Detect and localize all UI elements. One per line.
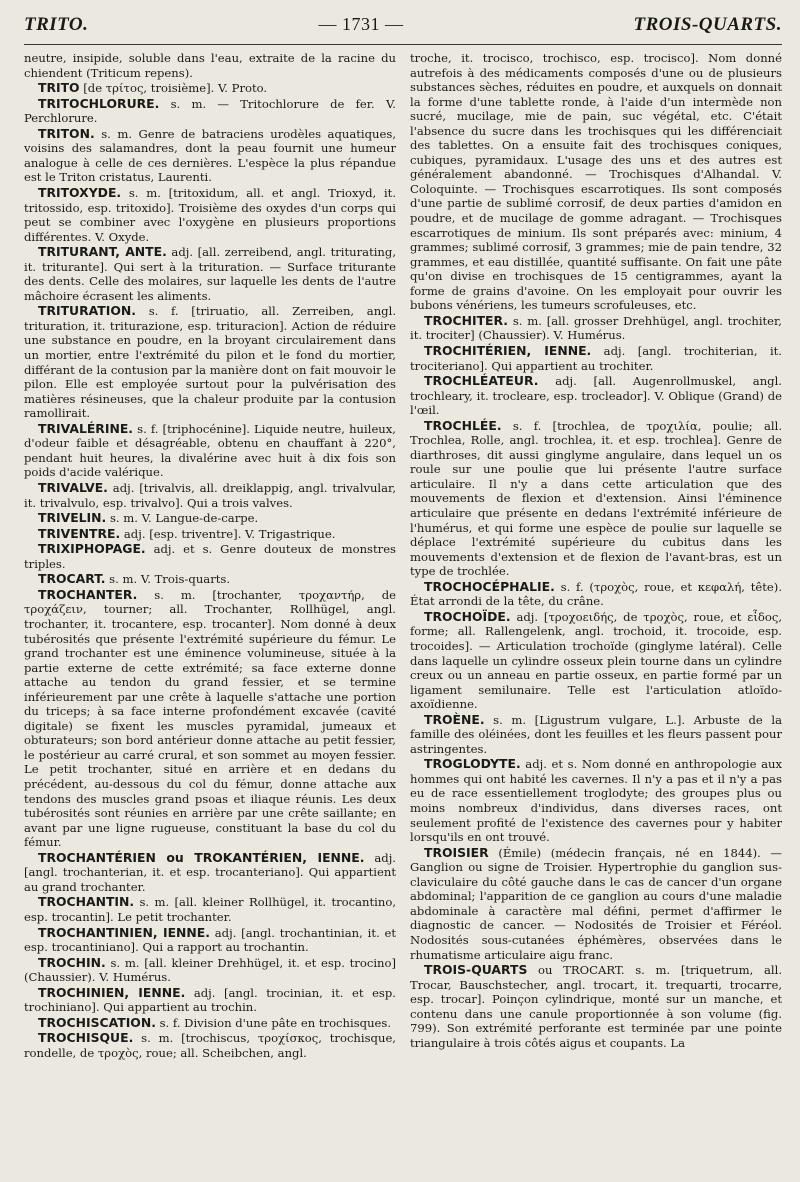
entry-text: s. m. [Ligustrum vulgare, L.]. Arbuste de la famille des oléinées, dont les feuilles et les fleurs passent pour astringentes.: [410, 712, 782, 756]
entry-text: s. f. [trochlea, de τροχιλία, poulie; all. Trochlea, Rolle, angl. trochlea, it. et esp. trochlea]. Genre de diarthroses, dit aussi ginglyme angulaire, dans lequel un os roule sur une poulie que lui présente l'autre surface articulaire. Il n'y a dans cette articulation que des mouvements de flexion et d'extension. Ainsi l'éminence articulaire que présente en dedans l'extrémité inférieure de l'humérus, et qui forme une espèce de poulie sur laquelle se déplace l'extrémité supérieure du cubitus dans les mouvements d'extension et de flexion de l'avant-bras, est un type de trochlée.: [410, 418, 782, 579]
page-number: — 1731 —: [318, 14, 404, 34]
entry-text: adj. [angl. trochiterian, it. trociteriano]. Qui appartient au trochiter.: [410, 343, 782, 373]
entry-headword: TROIS-QUARTS: [424, 962, 528, 978]
dictionary-entry: [24, 526, 396, 542]
dictionary-entry: [410, 712, 782, 757]
entry-text: ou TROCART. s. m. [triquetrum, all. Trocar, Bauschstecher, angl. trocart, it. trequarti, trocarre, esp. trocar]. Poinçon cylindrique, monté sur un manche, et contenu dans une canule proportionnée à son volume (fig. 799). Son extrémité perforante est terminée par une pointe triangulaire à trois côtés aigus et coupants. La: [410, 963, 782, 1050]
dictionary-entry: [410, 845, 782, 962]
entry-headword: TRITURANT, ANTE.: [38, 244, 167, 260]
dictionary-entry: [24, 51, 396, 80]
entry-headword: TROISIER: [424, 844, 489, 860]
entry-headword: TRIVALÉRINE.: [38, 420, 133, 436]
entry-headword: TROCHLÉATEUR.: [424, 373, 539, 389]
entry-text: s. f. [triruatio, all. Zerreiben, angl. trituration, it. triturazione, esp. trituracion]. Action de réduire une substance en poudre, en la broyant circulairement dans un mortier, entre l'extrémité du pilon et le fond du mortier, différant de la contusion par la manière dont on fait mouvoir le pilon. Elle est employée surtout pour la pulvérisation des matières résineuses, que la chaleur produite par la contusion ramollirait.: [24, 304, 396, 421]
dictionary-entry: [24, 80, 396, 96]
entry-text: adj. et s. Genre douteux de monstres triples.: [24, 542, 396, 571]
entry-text: adj. [esp. triventre]. V. Trigastrique.: [123, 526, 336, 541]
entry-headword: TROCHISQUE.: [38, 1030, 134, 1046]
entry-text: s. m. [all. kleiner Rollhügel, it. trocantino, esp. trocantin]. Le petit trochanter.: [24, 895, 396, 924]
dictionary-entry: [24, 985, 396, 1015]
running-head-left: TRITO.: [24, 14, 89, 35]
entry-headword: TROCHITÉRIEN, IENNE.: [424, 342, 592, 358]
entry-text: adj. [angl. trocinian, it. et esp. trochiniano]. Qui appartient au trochin.: [24, 985, 396, 1015]
entry-text: adj. et s. Nom donné en anthropologie aux hommes qui ont habité les cavernes. Il n'y a pas et il n'y a pas eu de race essentiellement troglodyte; des groupes plus ou moins nombreux d'individus, dans diverses races, ont seulement profité de l'existence des cavernes pour y habiter lorsqu'ils en ont trouvé.: [410, 757, 782, 845]
entry-text: troche, it. trocisco, trochisco, esp. trocisco]. Nom donné autrefois à des médicaments composés d'une ou de plusieurs substances sèches, réduites en poudre, et auxquels on donnait la forme d'une tablette ronde, à l'aide d'un intermède non sucré, mucilage, mie de pain, suc végétal, etc. C'était l'absence du sucre dans les trochisques qui les différenciait des tablettes. On a ensuite fait des trochisques coniques, cubiques, pyramidaux. L'usage des uns et des autres est généralement abandonné. — Trochisques d'Alhandal. V. Coloquinte. — Trochisques escarrotiques. Ils sont composés d'une partie de sublimé corrosif, de deux parties d'amidon en poudre, et de mucilage de gomme adragant. — Trochisques escarrotiques de minium. Ils sont préparés avec: minium, 4 grammes; sublimé corrosif, 3 grammes; mie de pain tendre, 32 grammes, et eau distillée, quantité suffisante. On fait une pâte qu'on divise en trochisques de 15 centigrammes, ayant la forme de grains d'avoine. On les employait pour ouvrir les bubons vénériens, les tumeurs scrofuleuses, etc.: [410, 51, 782, 313]
entry-text: s. m. [trochanter, τροχαντήρ, de τροχάζειν, tourner; all. Trochanter, Rollhügel, angl. trochanter, it. trocantere, esp. trocanter]. Nom donné à deux tubérosités que présente l'extrémité supérieure du fémur. Le grand trochanter est une éminence volumineuse, située à la partie externe de cette extrémité; sa face externe donne attache au tendon du grand fessier, et se termine inférieurement par une crête à laquelle s'attache une portion du triceps; à sa face interne profondément excavée (cavité digitale) se fixent les muscles pyramidal, jumeaux et obturateurs; son bord antérieur donne attache au petit fessier, le postérieur au carré crural, et son sommet au moyen fessier. Le petit trochanter, situé en arrière et en dedans du précédent, au-dessous du col du fémur, donne attache aux tendons des muscles grand psoas et iliaque réunis. Les deux tubérosités sont réunies en arrière par une crête saillante; en avant par une ligne rugueuse, constituant la base du col du fémur.: [24, 587, 396, 850]
dictionary-entry: [24, 185, 396, 244]
entry-text: adj. [angl. trochanterian, it. et esp. trocanteriano]. Qui appartient au grand trochanter.: [24, 850, 396, 894]
dictionary-entry: [24, 126, 396, 185]
entry-text: s. m. Genre de batraciens urodèles aquatiques, voisins des salamandres, dont la peau fournit une humeur analogue à celle de ces dernières. L'espèce la plus répandue est le Triton cristatus, Laurenti.: [24, 126, 396, 185]
entry-headword: TROCHITER.: [424, 312, 508, 328]
dictionary-entry: [24, 850, 396, 895]
entry-headword: TROCHANTER.: [38, 586, 138, 602]
entry-text: adj. [trivalvis, all. dreiklappig, angl. trivalvular, it. trivalvulo, esp. trivalvo]. Qui a trois valves.: [24, 480, 396, 510]
entry-text: s. f. Division d'une pâte en trochisques.: [159, 1015, 392, 1030]
dictionary-entry: [24, 1030, 396, 1060]
dictionary-entry: [24, 421, 396, 480]
entry-text: s. m. [all. grosser Drehhügel, angl. trochiter, it. trociter] (Chaussier). V. Humérus.: [410, 313, 782, 343]
entry-text: (Émile) (médecin français, né en 1844). — Ganglion ou signe de Troisier. Hypertrophie du ganglion sus-claviculaire du côté gauche dans le cas de cancer d'un organe abdominal; l'apparition de ce ganglion au cours d'une maladie abdominale à caractère mal défini, permet d'affirmer le diagnostic de cancer. — Nodosités de Troisier et Féréol. Nodosités sous-cutanées éphémères, observées dans le rhumatisme articulaire aigu franc.: [410, 845, 782, 962]
dictionary-entry: [410, 343, 782, 373]
dictionary-entry: [24, 244, 396, 303]
entry-headword: TROCART.: [38, 571, 106, 587]
dictionary-entry: [24, 510, 396, 526]
entry-text: adj. [all. zerreibend, angl. triturating, it. triturante]. Qui sert à la trituration. — Surface triturante des dents. Celle des molaires, sur laquelle les dents de l'autre mâchoire écrasent les aliments.: [24, 245, 396, 303]
dictionary-entry: [410, 756, 782, 844]
entry-headword: TROCHISCATION.: [38, 1014, 156, 1030]
entry-headword: TROGLODYTE.: [424, 756, 521, 772]
entry-text: s. f. [triphocénine]. Liquide neutre, huileux, d'odeur faible et désagréable, obtenu en chauffant à 220°, pendant huit heures, la divalérine avec huit à dix fois son poids d'acide valérique.: [24, 421, 396, 480]
dictionary-entry: [24, 587, 396, 850]
dictionary-entry: [410, 373, 782, 418]
entry-headword: TROCHIN.: [38, 954, 106, 970]
entry-headword: TRITO: [38, 80, 80, 96]
entry-headword: TROCHANTÉRIEN ou TROKANTÉRIEN, IENNE.: [38, 849, 365, 865]
entry-text: s. m. [tritoxidum, all. et angl. Trioxyd, it. tritossido, esp. tritoxido]. Troisième des oxydes d'un corps qui peut se combiner avec l'oxygène en plusieurs proportions différentes. V. Oxyde.: [24, 185, 396, 244]
entry-headword: TROCHANTINIEN, IENNE.: [38, 924, 210, 940]
dictionary-entry: [24, 955, 396, 985]
dictionary-entry: [410, 579, 782, 609]
entry-text: s. m. — Tritochlorure de fer. V. Perchlorure.: [24, 96, 396, 126]
running-head: [24, 14, 782, 45]
entry-headword: TRIVALVE.: [38, 479, 108, 495]
dictionary-entry: [24, 541, 396, 571]
entry-text: s. f. (τροχὸς, roue, et κεφαλή, tête). État arrondi de la tête, du crâne.: [410, 579, 782, 609]
dictionary-entry: [24, 894, 396, 924]
dictionary-entry: [410, 962, 782, 1050]
dictionary-entry: [410, 609, 782, 712]
dictionary-entry: [24, 571, 396, 587]
entry-text: adj. [all. Augenrollmuskel, angl. trochleary, it. trocleare, esp. trocleador]. V. Oblique (Grand) de l'œil.: [410, 374, 782, 418]
entry-headword: TRIVENTRE.: [38, 525, 121, 541]
entry-text: s. m. [trochiscus, τροχίσκος, trochisque, rondelle, de τροχὸς, roue; all. Scheibchen, angl.: [24, 1031, 396, 1060]
dictionary-entry: [24, 480, 396, 510]
entry-text: adj. [τροχοειδής, de τροχὸς, roue, et εἶδος, forme; all. Rallengelenk, angl. trochoid, it. trocoide, esp. trocoides]. — Articulation trochoïde (ginglyme latéral). Celle dans laquelle un cylindre osseux plein tourne dans un cylindre creux ou un anneau en partie osseux, en partie formé par un ligament semilunaire. Telle est l'articulation atloïdo-axoïdienne.: [410, 609, 782, 712]
entry-headword: TRITOXYDE.: [38, 184, 122, 200]
left-column: [24, 51, 396, 1171]
entry-headword: TROCHINIEN, IENNE.: [38, 984, 186, 1000]
running-head-right: TROIS-QUARTS.: [633, 14, 782, 35]
entry-headword: TROCHOÏDE.: [424, 608, 511, 624]
entry-headword: TRITURATION.: [38, 303, 136, 319]
dictionary-entry: [410, 418, 782, 579]
dictionary-entry: [24, 925, 396, 955]
entry-headword: TROÈNE.: [424, 711, 485, 727]
entry-text: s. m. V. Langue-de-carpe.: [109, 511, 259, 526]
dictionary-entry: [24, 96, 396, 126]
entry-headword: TROCHANTIN.: [38, 894, 135, 910]
dictionary-entry: [410, 51, 782, 313]
entry-headword: TRIXIPHOPAGE.: [38, 541, 146, 557]
entry-headword: TRITOCHLORURE.: [38, 95, 160, 111]
entry-headword: TRITON.: [38, 125, 95, 141]
entry-text: s. m. V. Trois-quarts.: [109, 572, 231, 587]
entry-text: adj. [angl. trochantinian, it. et esp. trocantiniano]. Qui a rapport au trochantin.: [24, 925, 396, 955]
dictionary-entry: [24, 303, 396, 420]
entry-headword: TROCHLÉE.: [424, 417, 502, 433]
right-column: [410, 51, 782, 1171]
entry-text: [de τρίτος, troisième]. V. Proto.: [83, 81, 268, 96]
entry-text: neutre, insipide, soluble dans l'eau, extraite de la racine du chiendent (Triticum repens).: [24, 51, 396, 80]
entry-headword: TROCHOCÉPHALIE.: [424, 578, 555, 594]
entry-text: s. m. [all. kleiner Drehhügel, it. et esp. trocino] (Chaussier). V. Humérus.: [24, 955, 396, 985]
entry-headword: TRIVELIN.: [38, 510, 107, 526]
dictionary-entry: [410, 313, 782, 343]
dictionary-entry: [24, 1015, 396, 1031]
